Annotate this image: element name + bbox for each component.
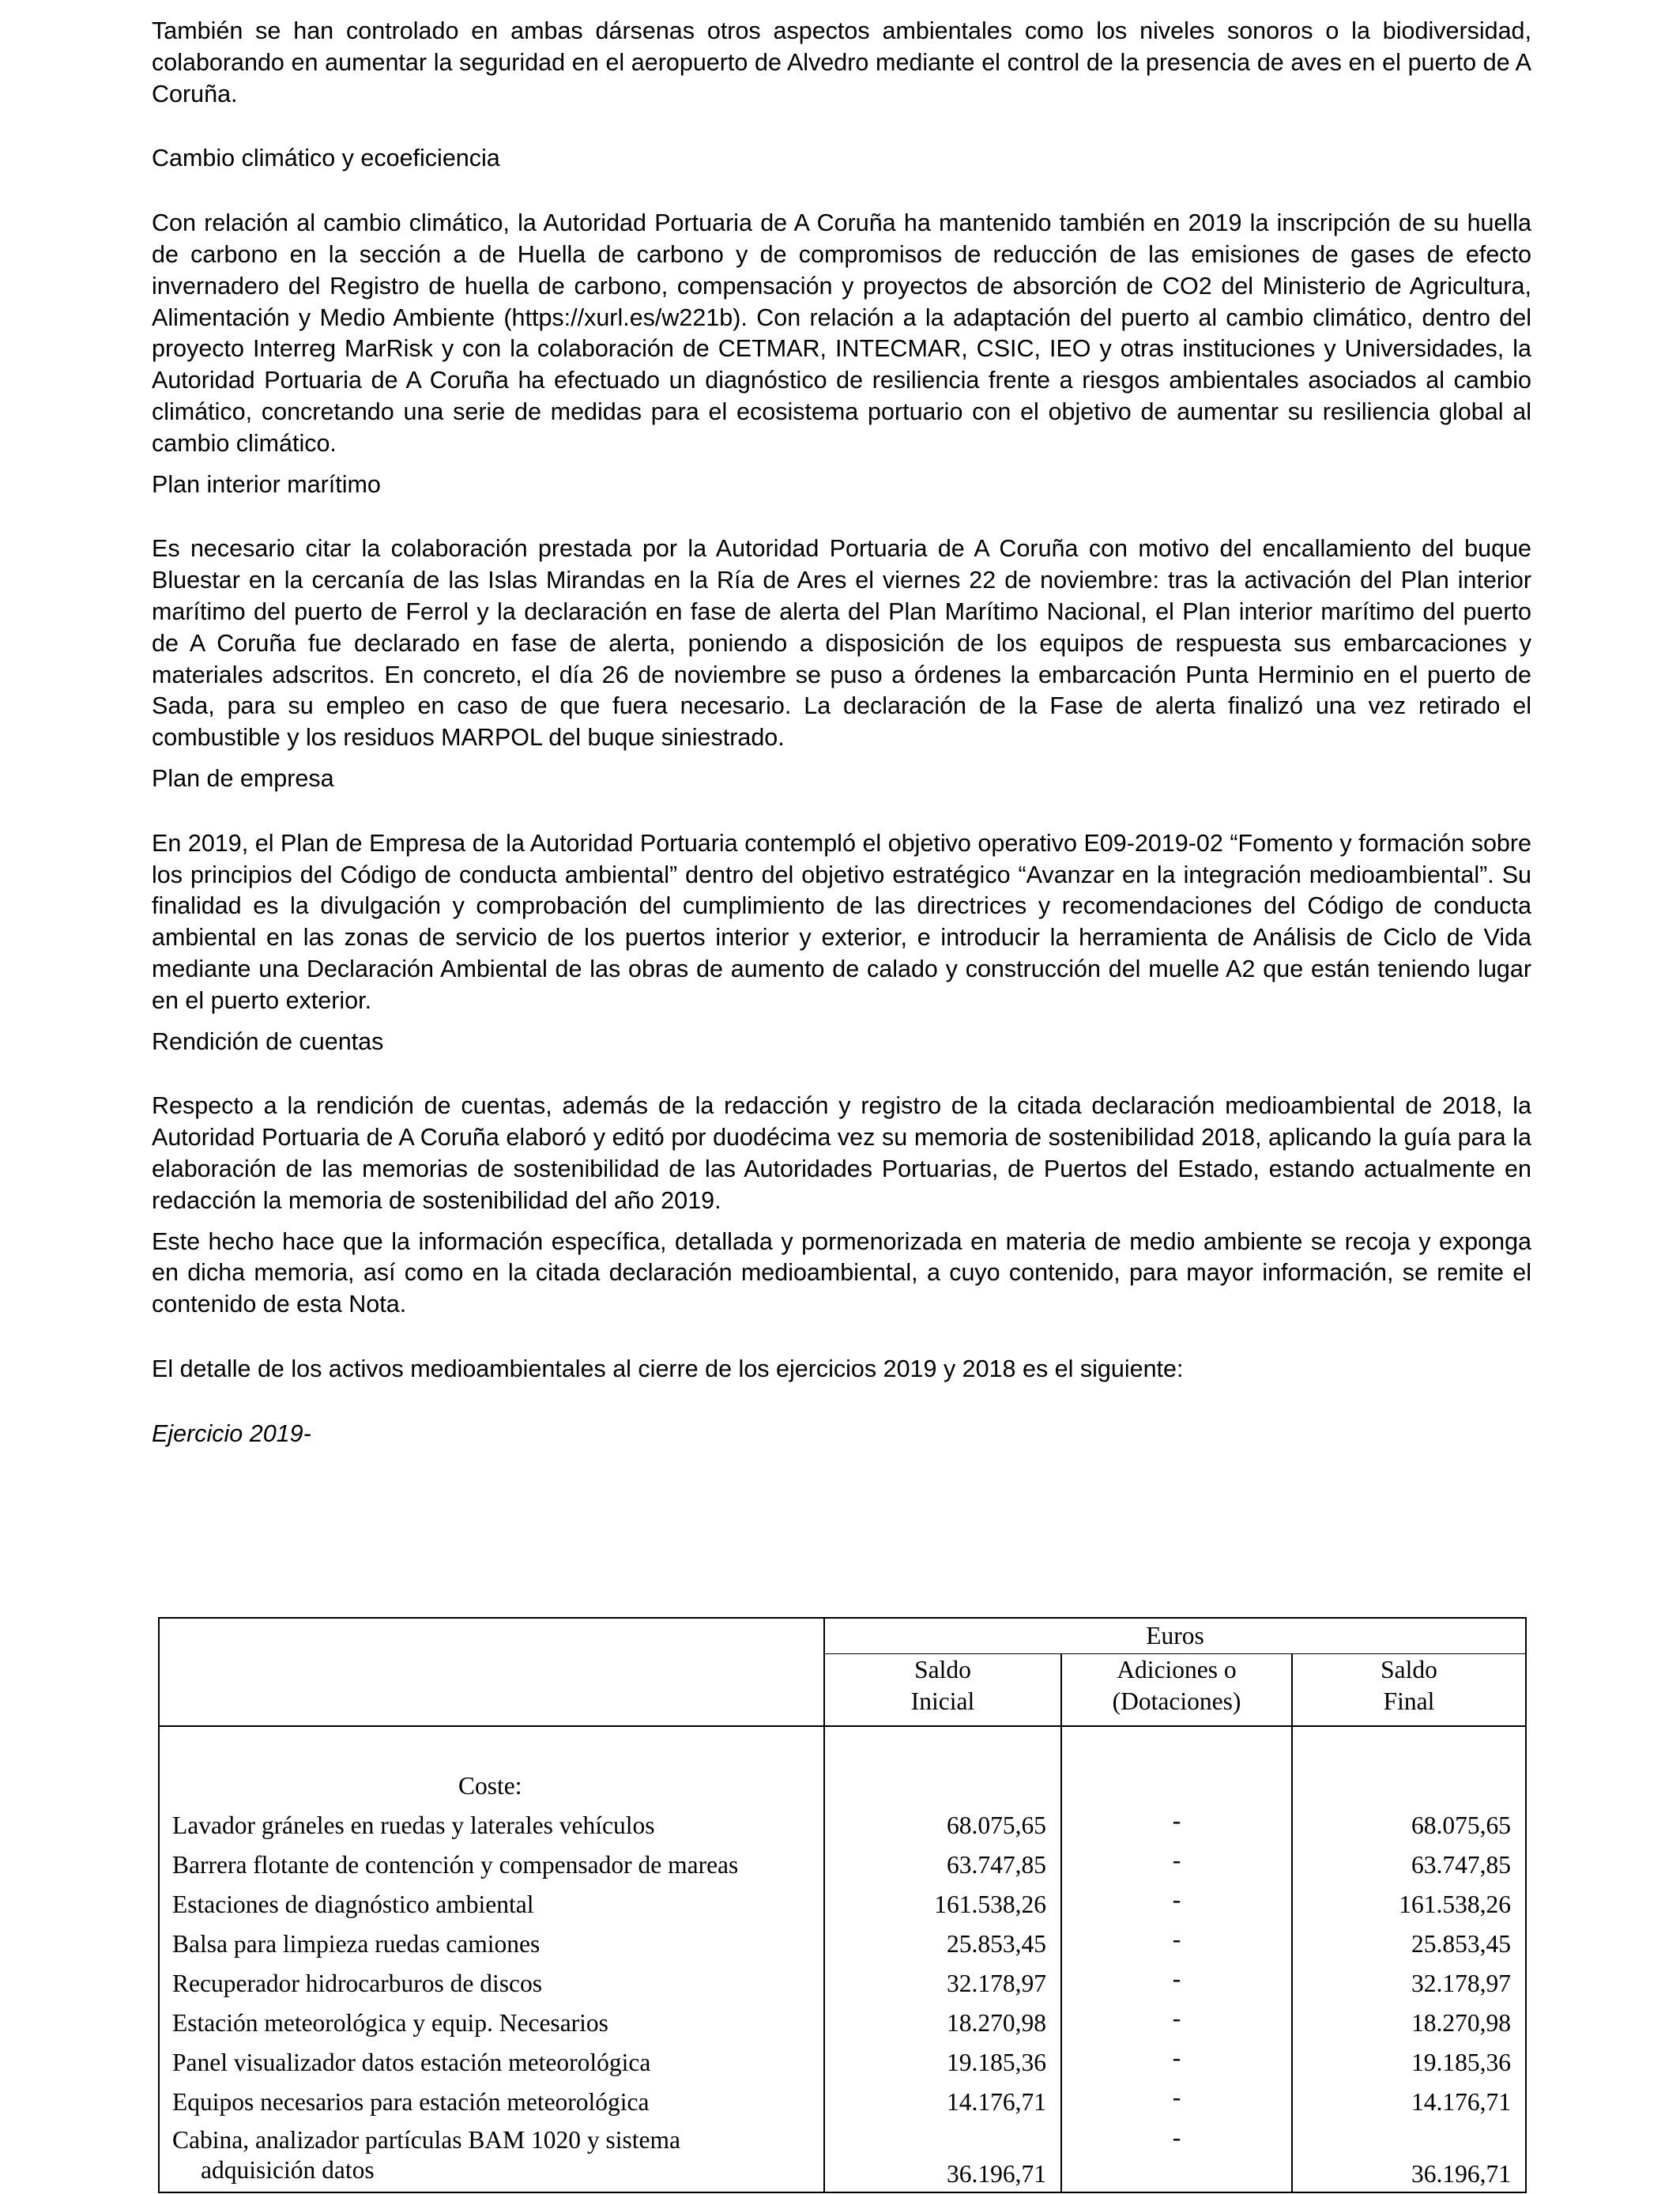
row-saldo-final: 161.538,26 <box>1292 1885 1526 1924</box>
header-saldo-final: Saldo Final <box>1292 1654 1526 1727</box>
row-desc: Barrera flotante de contención y compensador de mareas <box>159 1845 824 1885</box>
row-adiciones: - <box>1061 2043 1292 2083</box>
row-desc: Panel visualizador datos estación meteorológica <box>159 2043 824 2083</box>
table-row <box>159 1964 1526 2004</box>
row-adiciones: - <box>1061 2004 1292 2043</box>
row-saldo-final: 36.196,71 <box>1292 2122 1526 2192</box>
paragraph-assets-intro: El detalle de los activos medioambientales al cierre de los ejercicios 2019 y 2018 es el siguiente: <box>152 1355 1184 1382</box>
row-saldo-final: 14.176,71 <box>1292 2083 1526 2122</box>
row-adiciones: - <box>1061 2122 1292 2192</box>
row-saldo-inicial: 14.176,71 <box>824 2083 1061 2122</box>
paragraph-climate: Con relación al cambio climático, la Autoridad Portuaria de A Coruña ha mantenido también en 2019 la inscripción de su huella de carbono en la sección a de Huella de carbono y de compromisos de reducción de las emisiones de gases de efecto invernadero del Registro de huella de carbono, compensación y proyectos de absorción de CO2 del Ministerio de Agricultura, Alimentación y Medio Ambiente (https://xurl.es/w221b). Con relación a la adaptación del puerto al cambio climático, dentro del proyecto Interreg MarRisk y con la colaboración de CETMAR, INTECMAR, CSIC, IEO y otras instituciones y Universidades, la Autoridad Portuaria de A Coruña ha efectuado un diagnóstico de resiliencia frente a riesgos ambientales asociados al cambio climático, concretando una serie de medidas para el ecosistema portuario con el objetivo de aumentar su resiliencia global al cambio climático. <box>152 209 1531 457</box>
heading-business-plan: Plan de empresa <box>152 764 334 792</box>
table-row <box>159 1806 1526 1845</box>
document-body <box>152 16 1531 1449</box>
row-adiciones: - <box>1061 1885 1292 1924</box>
section-label-coste: Coste: <box>159 1766 824 1806</box>
row-saldo-final: 18.270,98 <box>1292 2004 1526 2043</box>
row-adiciones: - <box>1061 2083 1292 2122</box>
heading-climate: Cambio climático y ecoeficiencia <box>152 145 500 172</box>
row-adiciones: - <box>1061 1845 1292 1885</box>
row-adiciones: - <box>1061 1964 1292 2004</box>
paragraph-biodiversity: También se han controlado en ambas dársenas otros aspectos ambientales como los niveles sonoros o la biodiversidad, colaborando en aumentar la seguridad en el aeropuerto de Alvedro mediante el control de la presencia de aves en el puerto de A Coruña. <box>152 17 1531 107</box>
row-desc: Lavador gráneles en ruedas y laterales vehículos <box>159 1806 824 1845</box>
paragraph-report: Este hecho hace que la información específica, detallada y pormenorizada en materia de medio ambiente se recoja y exponga en dicha memoria, así como en la citada declaración medioambiental, a cuyo contenido, para mayor información, se remite el contenido de esta Nota. <box>152 1227 1531 1318</box>
row-saldo-inicial: 68.075,65 <box>824 1806 1061 1845</box>
row-saldo-inicial: 19.185,36 <box>824 2043 1061 2083</box>
row-saldo-final: 63.747,85 <box>1292 1845 1526 1885</box>
row-saldo-inicial: 25.853,45 <box>824 1924 1061 1964</box>
row-saldo-inicial: 32.178,97 <box>824 1964 1061 2004</box>
row-saldo-inicial: 161.538,26 <box>824 1885 1061 1924</box>
header-blank-cell <box>159 1618 824 1726</box>
paragraph-maritime-plan: Es necesario citar la colaboración prestada por la Autoridad Portuaria de A Coruña con motivo del encallamiento del buque Bluestar en la cercanía de las Islas Mirandas en la Ría de Ares el viernes 22 de noviembre: tras la activación del Plan interior marítimo del puerto de Ferrol y la declaración en fase de alerta del Plan Marítimo Nacional, el Plan interior marítimo del puerto de A Coruña fue declarado en fase de alerta, poniendo a disposición de los equipos de respuesta sus embarcaciones y materiales adscritos. En concreto, el día 26 de noviembre se puso a órdenes la embarcación Punta Herminio en el puerto de Sada, para su empleo en caso de que fuera necesario. La declaración de la Fase de alerta finalizó una vez retirado el combustible y los residuos MARPOL del buque siniestrado. <box>152 535 1531 752</box>
heading-accountability: Rendición de cuentas <box>152 1027 384 1055</box>
row-adiciones: - <box>1061 1806 1292 1845</box>
row-saldo-final: 25.853,45 <box>1292 1924 1526 1964</box>
heading-maritime-plan: Plan interior marítimo <box>152 470 381 498</box>
table-row <box>159 1924 1526 1964</box>
header-currency: Euros <box>824 1618 1526 1654</box>
row-adiciones: - <box>1061 1924 1292 1964</box>
row-saldo-inicial: 18.270,98 <box>824 2004 1061 2043</box>
header-saldo-inicial: Saldo Inicial <box>824 1654 1061 1727</box>
row-saldo-final: 32.178,97 <box>1292 1964 1526 2004</box>
paragraph-business-plan: En 2019, el Plan de Empresa de la Autoridad Portuaria contempló el objetivo operativo E09-2019-02 “Fomento y formación sobre los principios del Código de conducta ambiental” dentro del objetivo estratégico “Avanzar en la integración medioambiental”. Su finalidad es la divulgación y comprobación del cumplimiento de las directrices y recomendaciones del Código de conducta ambiental en las zonas de servicio de los puertos interior y exterior, e introducir la herramienta de Análisis de Ciclo de Vida mediante una Declaración Ambiental de las obras de aumento de calado y construcción del muelle A2 que están teniendo lugar en el puerto exterior. <box>152 829 1531 1014</box>
row-desc: Cabina, analizador partículas BAM 1020 y sistema adquisición datos <box>159 2122 824 2192</box>
assets-table <box>158 1617 1525 2188</box>
row-saldo-inicial: 63.747,85 <box>824 1845 1061 1885</box>
table-row <box>159 2043 1526 2083</box>
table-row <box>159 1885 1526 1924</box>
heading-fiscal-year: Ejercicio 2019- <box>152 1419 311 1447</box>
row-desc: Balsa para limpieza ruedas camiones <box>159 1924 824 1964</box>
table-row <box>159 2083 1526 2122</box>
header-adiciones: Adiciones o (Dotaciones) <box>1061 1654 1292 1727</box>
paragraph-accountability: Respecto a la rendición de cuentas, además de la redacción y registro de la citada declaración medioambiental de 2018, la Autoridad Portuaria de A Coruña elaboró y editó por duodécima vez su memoria de sostenibilidad 2018, aplicando la guía para la elaboración de las memorias de sostenibilidad de las Autoridades Portuarias, de Puertos del Estado, estando actualmente en redacción la memoria de sostenibilidad del año 2019. <box>152 1092 1531 1214</box>
row-desc: Estaciones de diagnóstico ambiental <box>159 1885 824 1924</box>
table-row <box>159 2004 1526 2043</box>
row-saldo-final: 68.075,65 <box>1292 1806 1526 1845</box>
row-desc: Recuperador hidrocarburos de discos <box>159 1964 824 2004</box>
table-row <box>159 1845 1526 1885</box>
row-desc: Equipos necesarios para estación meteorológica <box>159 2083 824 2122</box>
row-saldo-inicial: 36.196,71 <box>824 2122 1061 2192</box>
row-saldo-final: 19.185,36 <box>1292 2043 1526 2083</box>
row-desc: Estación meteorológica y equip. Necesarios <box>159 2004 824 2043</box>
